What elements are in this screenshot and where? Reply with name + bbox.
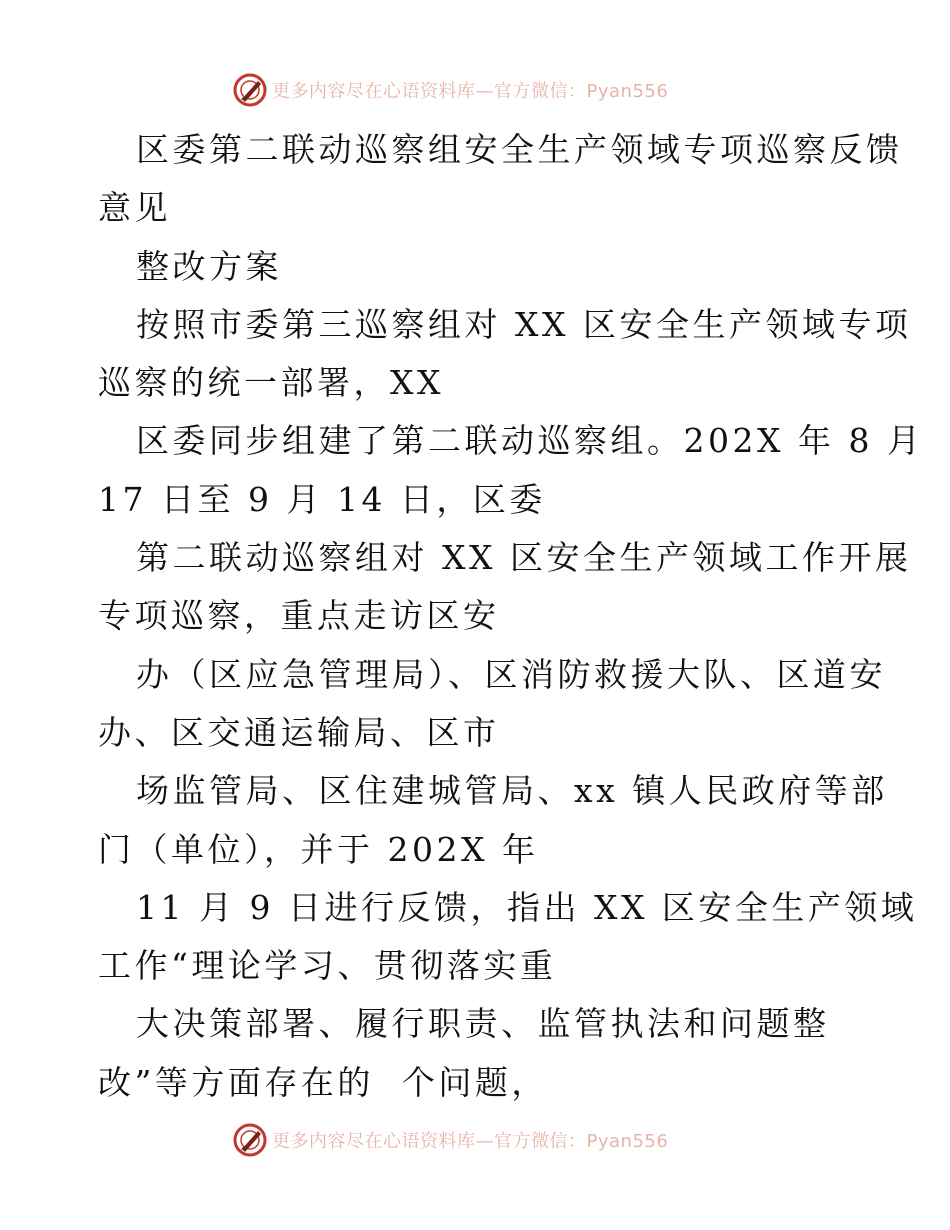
document-line: 17 日至 9 月 14 日，区委 bbox=[98, 479, 546, 519]
document-line: 按照市委第三巡察组对 XX 区安全生产领域专项 bbox=[136, 304, 912, 344]
document-line: 大决策部署、履行职责、监管执法和问题整 bbox=[136, 1004, 830, 1044]
document-line: 巡察的统一部署，XX bbox=[98, 363, 444, 403]
footer-banner-text: 更多内容尽在心语资料库—官方微信：Pyan556 bbox=[272, 1131, 669, 1152]
document-line: 区委同步组建了第二联动巡察组。202X 年 8 月 bbox=[136, 421, 924, 461]
document-line: 区委第二联动巡察组安全生产领域专项巡察反馈 bbox=[136, 130, 903, 169]
document-body bbox=[98, 121, 924, 1112]
document-line: 11 月 9 日进行反馈，指出 XX 区安全生产领域 bbox=[136, 887, 918, 927]
document-line: 场监管局、区住建城管局、xx 镇人民政府等部 bbox=[136, 771, 888, 811]
document-line: 整改方案 bbox=[136, 246, 282, 286]
header-banner bbox=[232, 70, 668, 110]
document-line: 门（单位），并于 202X 年 bbox=[98, 829, 539, 869]
document-line: 意见 bbox=[98, 188, 171, 228]
document-line: 第二联动巡察组对 XX 区安全生产领域工作开展 bbox=[136, 538, 912, 578]
pen-logo-icon bbox=[232, 1122, 268, 1158]
footer-banner bbox=[232, 1120, 668, 1160]
pen-logo-icon bbox=[232, 72, 268, 108]
document-line: 工作“理论学习、贯彻落实重 bbox=[98, 946, 557, 986]
document-line: 改”等方面存在的 个问题， bbox=[98, 1062, 548, 1102]
document-line: 办、区交通运输局、区市 bbox=[98, 712, 500, 752]
header-banner-text: 更多内容尽在心语资料库—官方微信：Pyan556 bbox=[272, 81, 669, 102]
document-line: 办（区应急管理局）、区消防救援大队、区道安 bbox=[136, 654, 886, 694]
document-line: 专项巡察，重点走访区安 bbox=[98, 596, 500, 636]
